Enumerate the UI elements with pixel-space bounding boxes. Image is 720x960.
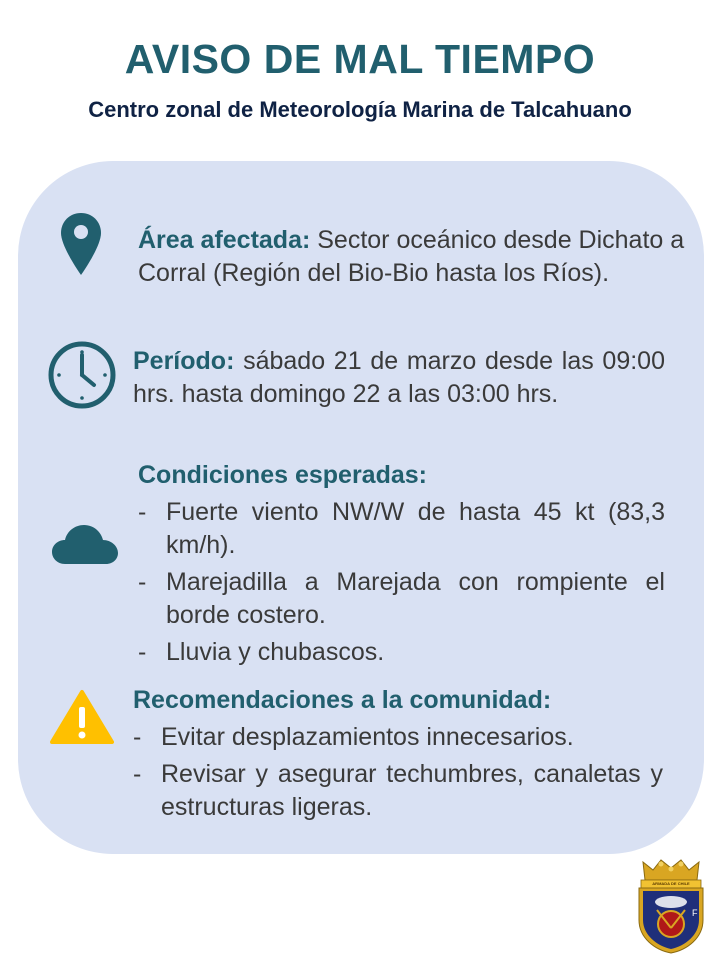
list-item: - Revisar y asegurar techumbres, canaletas y estructuras ligeras. — [133, 760, 663, 821]
period-label: Período: — [133, 347, 235, 375]
list-item: - Evitar desplazamientos innecesarios. — [133, 723, 574, 751]
conditions-label: Condiciones esperadas: — [138, 461, 427, 489]
area-text: Sector oceánico desde Dichato a Corral (Región del Bio-Bio hasta los Ríos). — [138, 226, 685, 287]
list-item: - Fuerte viento NW/W de hasta 45 kt (83,3 km/h). — [138, 498, 665, 559]
conditions-section — [138, 459, 665, 669]
recommendations-section — [133, 684, 663, 824]
area-section — [138, 224, 694, 290]
page-title: AVISO DE MAL TIEMPO — [124, 36, 596, 82]
period-text: sábado 21 de marzo desde las 09:00 hrs. hasta domingo 22 a las 03:00 hrs. — [133, 347, 665, 408]
area-label: Área afectada: — [138, 226, 311, 254]
recommendations-list — [133, 721, 663, 824]
crest-text: ARMADA DE CHILE — [652, 881, 690, 886]
recommendations-label: Recomendaciones a la comunidad: — [133, 686, 552, 714]
location-pin-icon — [60, 212, 102, 276]
svg-text:F: F — [692, 908, 698, 918]
armada-crest-icon — [635, 858, 707, 954]
list-item: - Marejadilla a Marejada con rompiente el borde costero. — [138, 568, 665, 629]
list-item: - Lluvia y chubascos. — [138, 638, 385, 666]
conditions-list — [138, 496, 665, 669]
period-section — [133, 345, 665, 411]
page-subtitle: Centro zonal de Meteorología Marina de Talcahuano — [88, 97, 632, 122]
cloud-icon — [51, 522, 119, 566]
clock-icon — [47, 340, 117, 410]
warning-icon — [50, 689, 114, 745]
